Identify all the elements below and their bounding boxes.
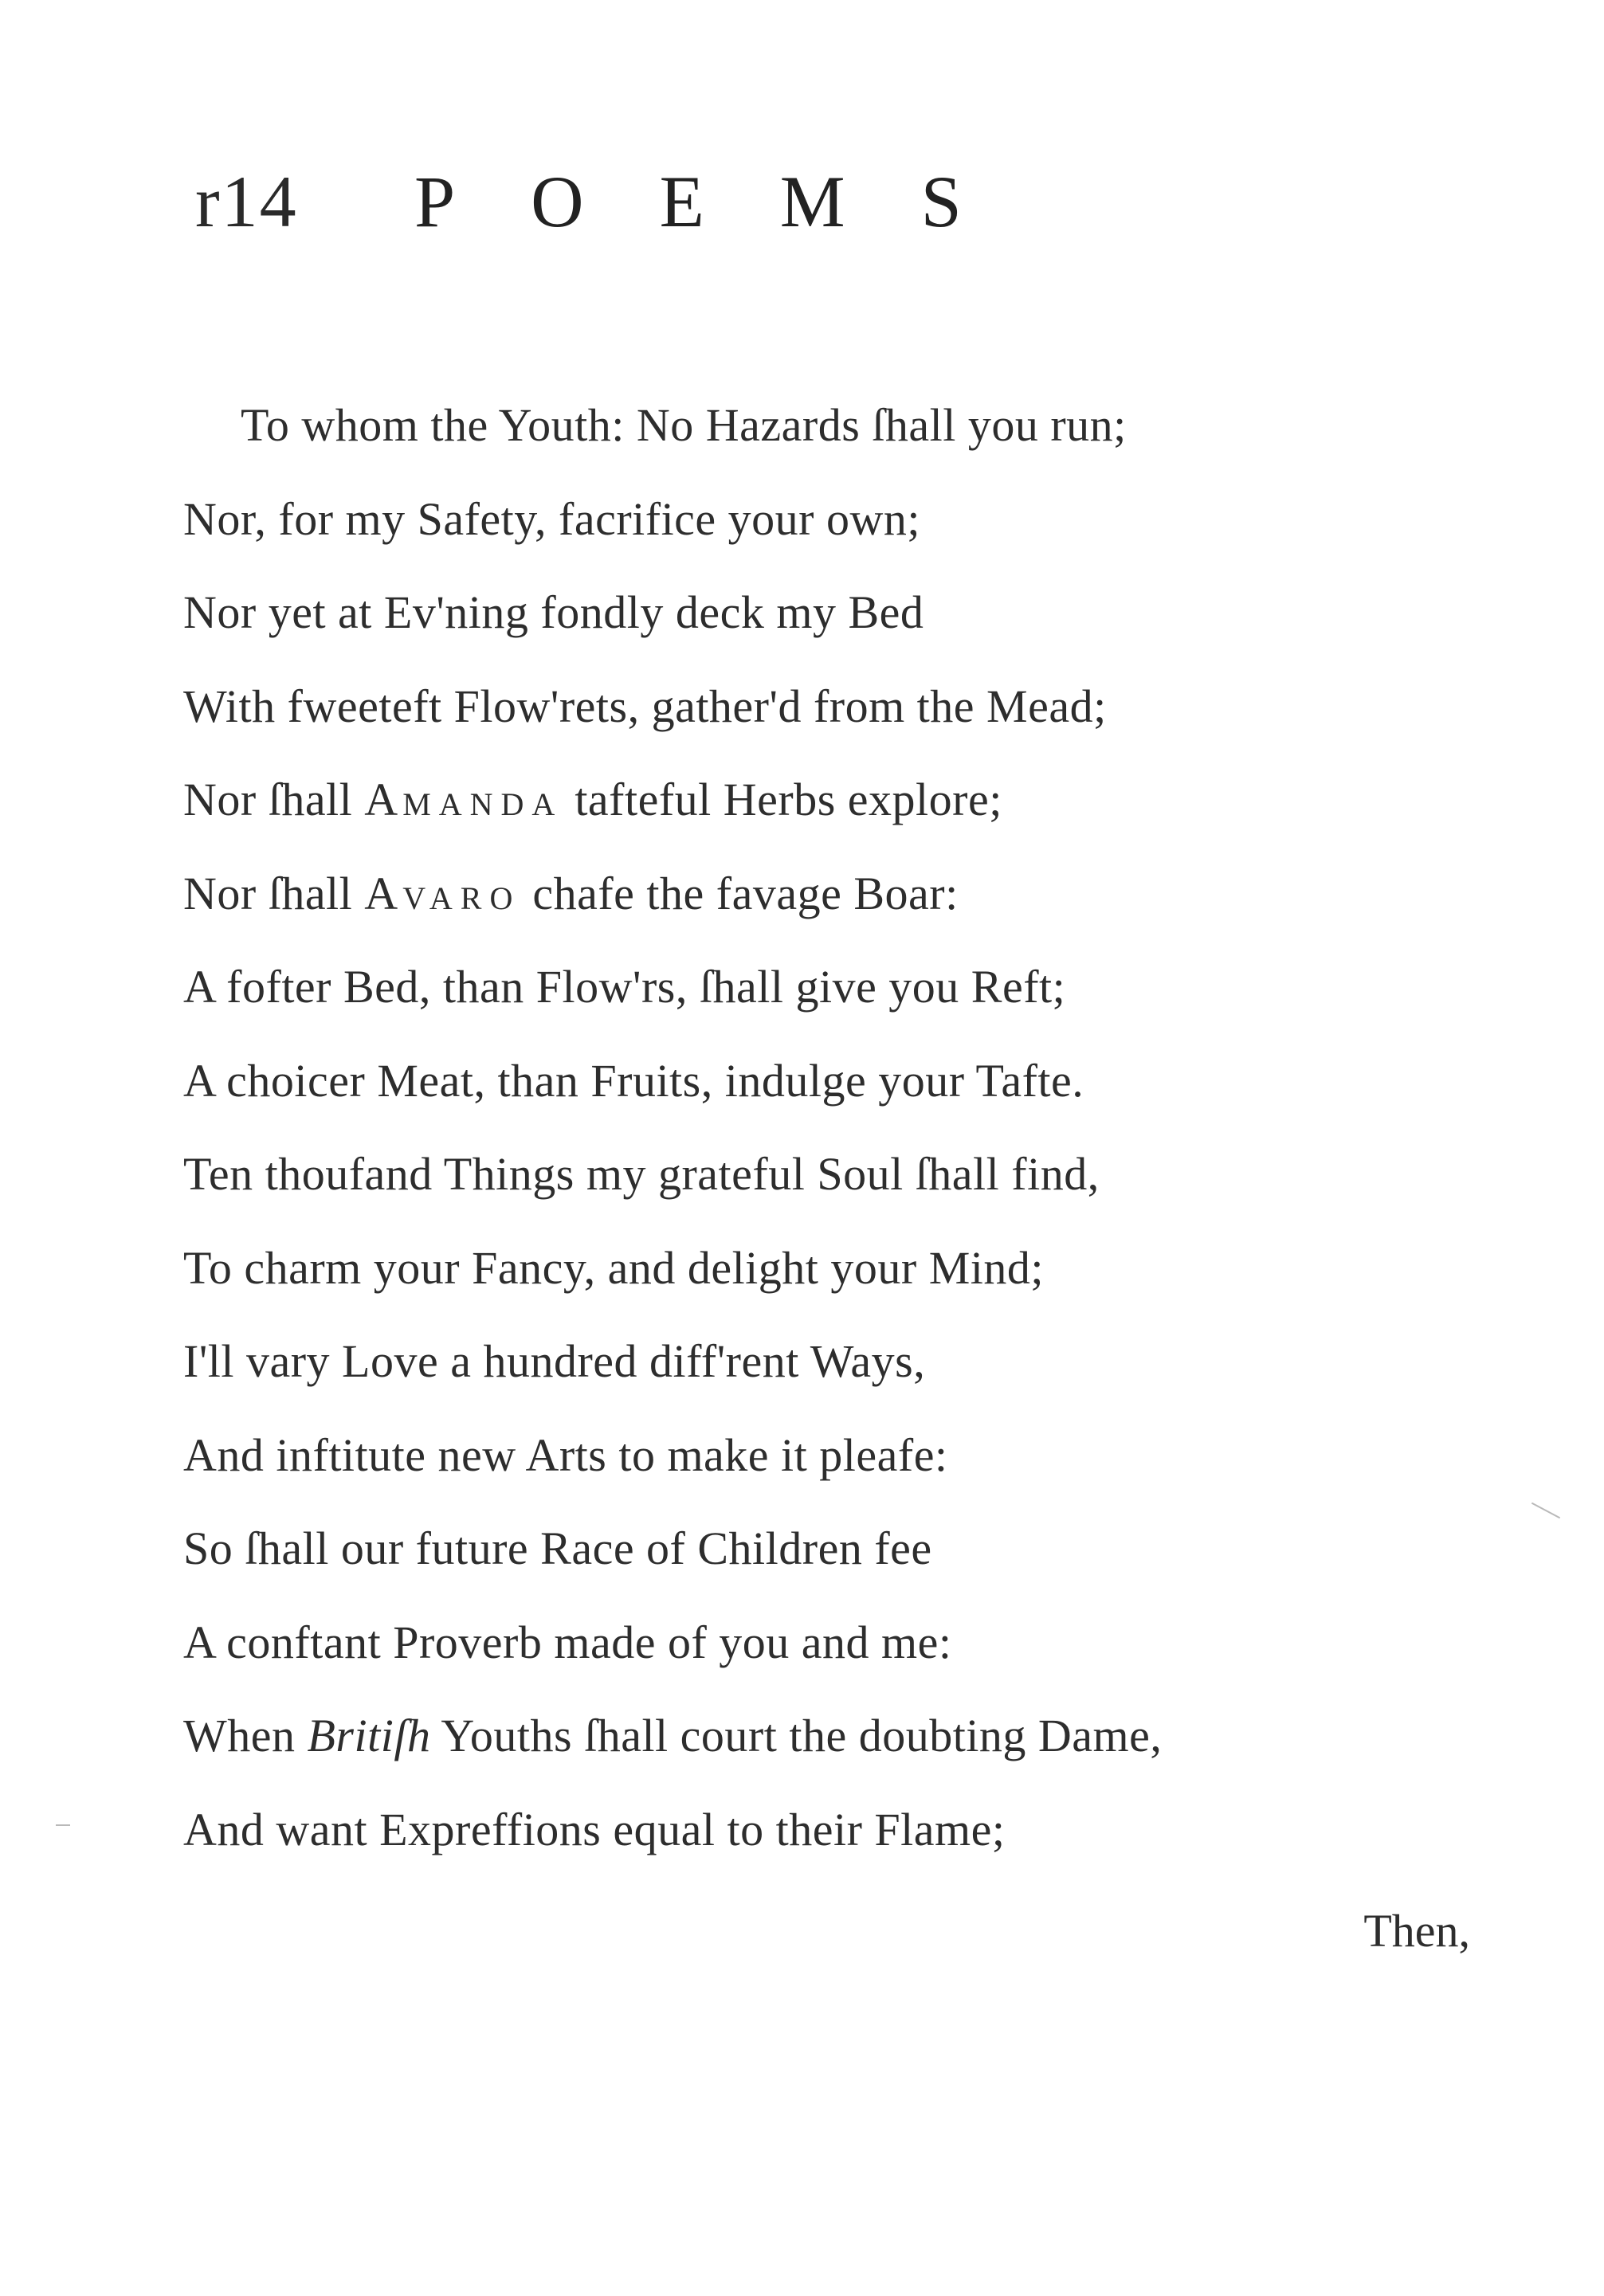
poem-line: Nor ſhall AMANDA tafteful Herbs explore; xyxy=(183,774,1002,825)
poem-line: A choicer Meat, than Fruits, indulge your Tafte. xyxy=(183,1054,1084,1107)
catchword: Then, xyxy=(1363,1905,1470,1957)
poem-line: I'll vary Love a hundred diff'rent Ways, xyxy=(183,1335,926,1387)
poem-line: Nor, for my Safety, facrifice your own; xyxy=(183,492,920,545)
poem-line: So ſhall our future Race of Children fee xyxy=(183,1522,932,1574)
small-caps-name: AVARO xyxy=(364,867,521,919)
small-caps-name: AMANDA xyxy=(364,774,563,825)
poem-line: Nor ſhall AVARO chafe the favage Boar: xyxy=(183,867,959,919)
poem-line: When Britiſh Youths ſhall court the doubting Dame, xyxy=(183,1710,1163,1761)
poem-line: A fofter Bed, than Flow'rs, ſhall give you Reft; xyxy=(183,961,1066,1013)
poem-line: Ten thoufand Things my grateful Soul ſhall find, xyxy=(183,1148,1100,1200)
poem-line: With fweeteft Flow'rets, gather'd from the Mead; xyxy=(183,680,1107,732)
poem-line: To charm your Fancy, and delight your Mind; xyxy=(183,1241,1045,1294)
italic-word: Britiſh xyxy=(307,1710,431,1761)
poem-body xyxy=(183,378,1538,1876)
poem-line: Nor yet at Ev'ning fondly deck my Bed xyxy=(183,586,924,638)
page-header xyxy=(0,0,1604,287)
poem-line: To whom the Youth: No Hazards ſhall you run; xyxy=(241,399,1127,451)
page-number: r14 xyxy=(195,161,298,242)
running-head: POEMS xyxy=(414,161,1037,242)
poem-line: A conftant Proverb made of you and me: xyxy=(183,1616,952,1668)
paper-mark xyxy=(56,1824,70,1826)
poem-line: And inftitute new Arts to make it pleafe: xyxy=(183,1428,948,1481)
poem-line: And want Expreffions equal to their Flame; xyxy=(183,1803,1006,1855)
